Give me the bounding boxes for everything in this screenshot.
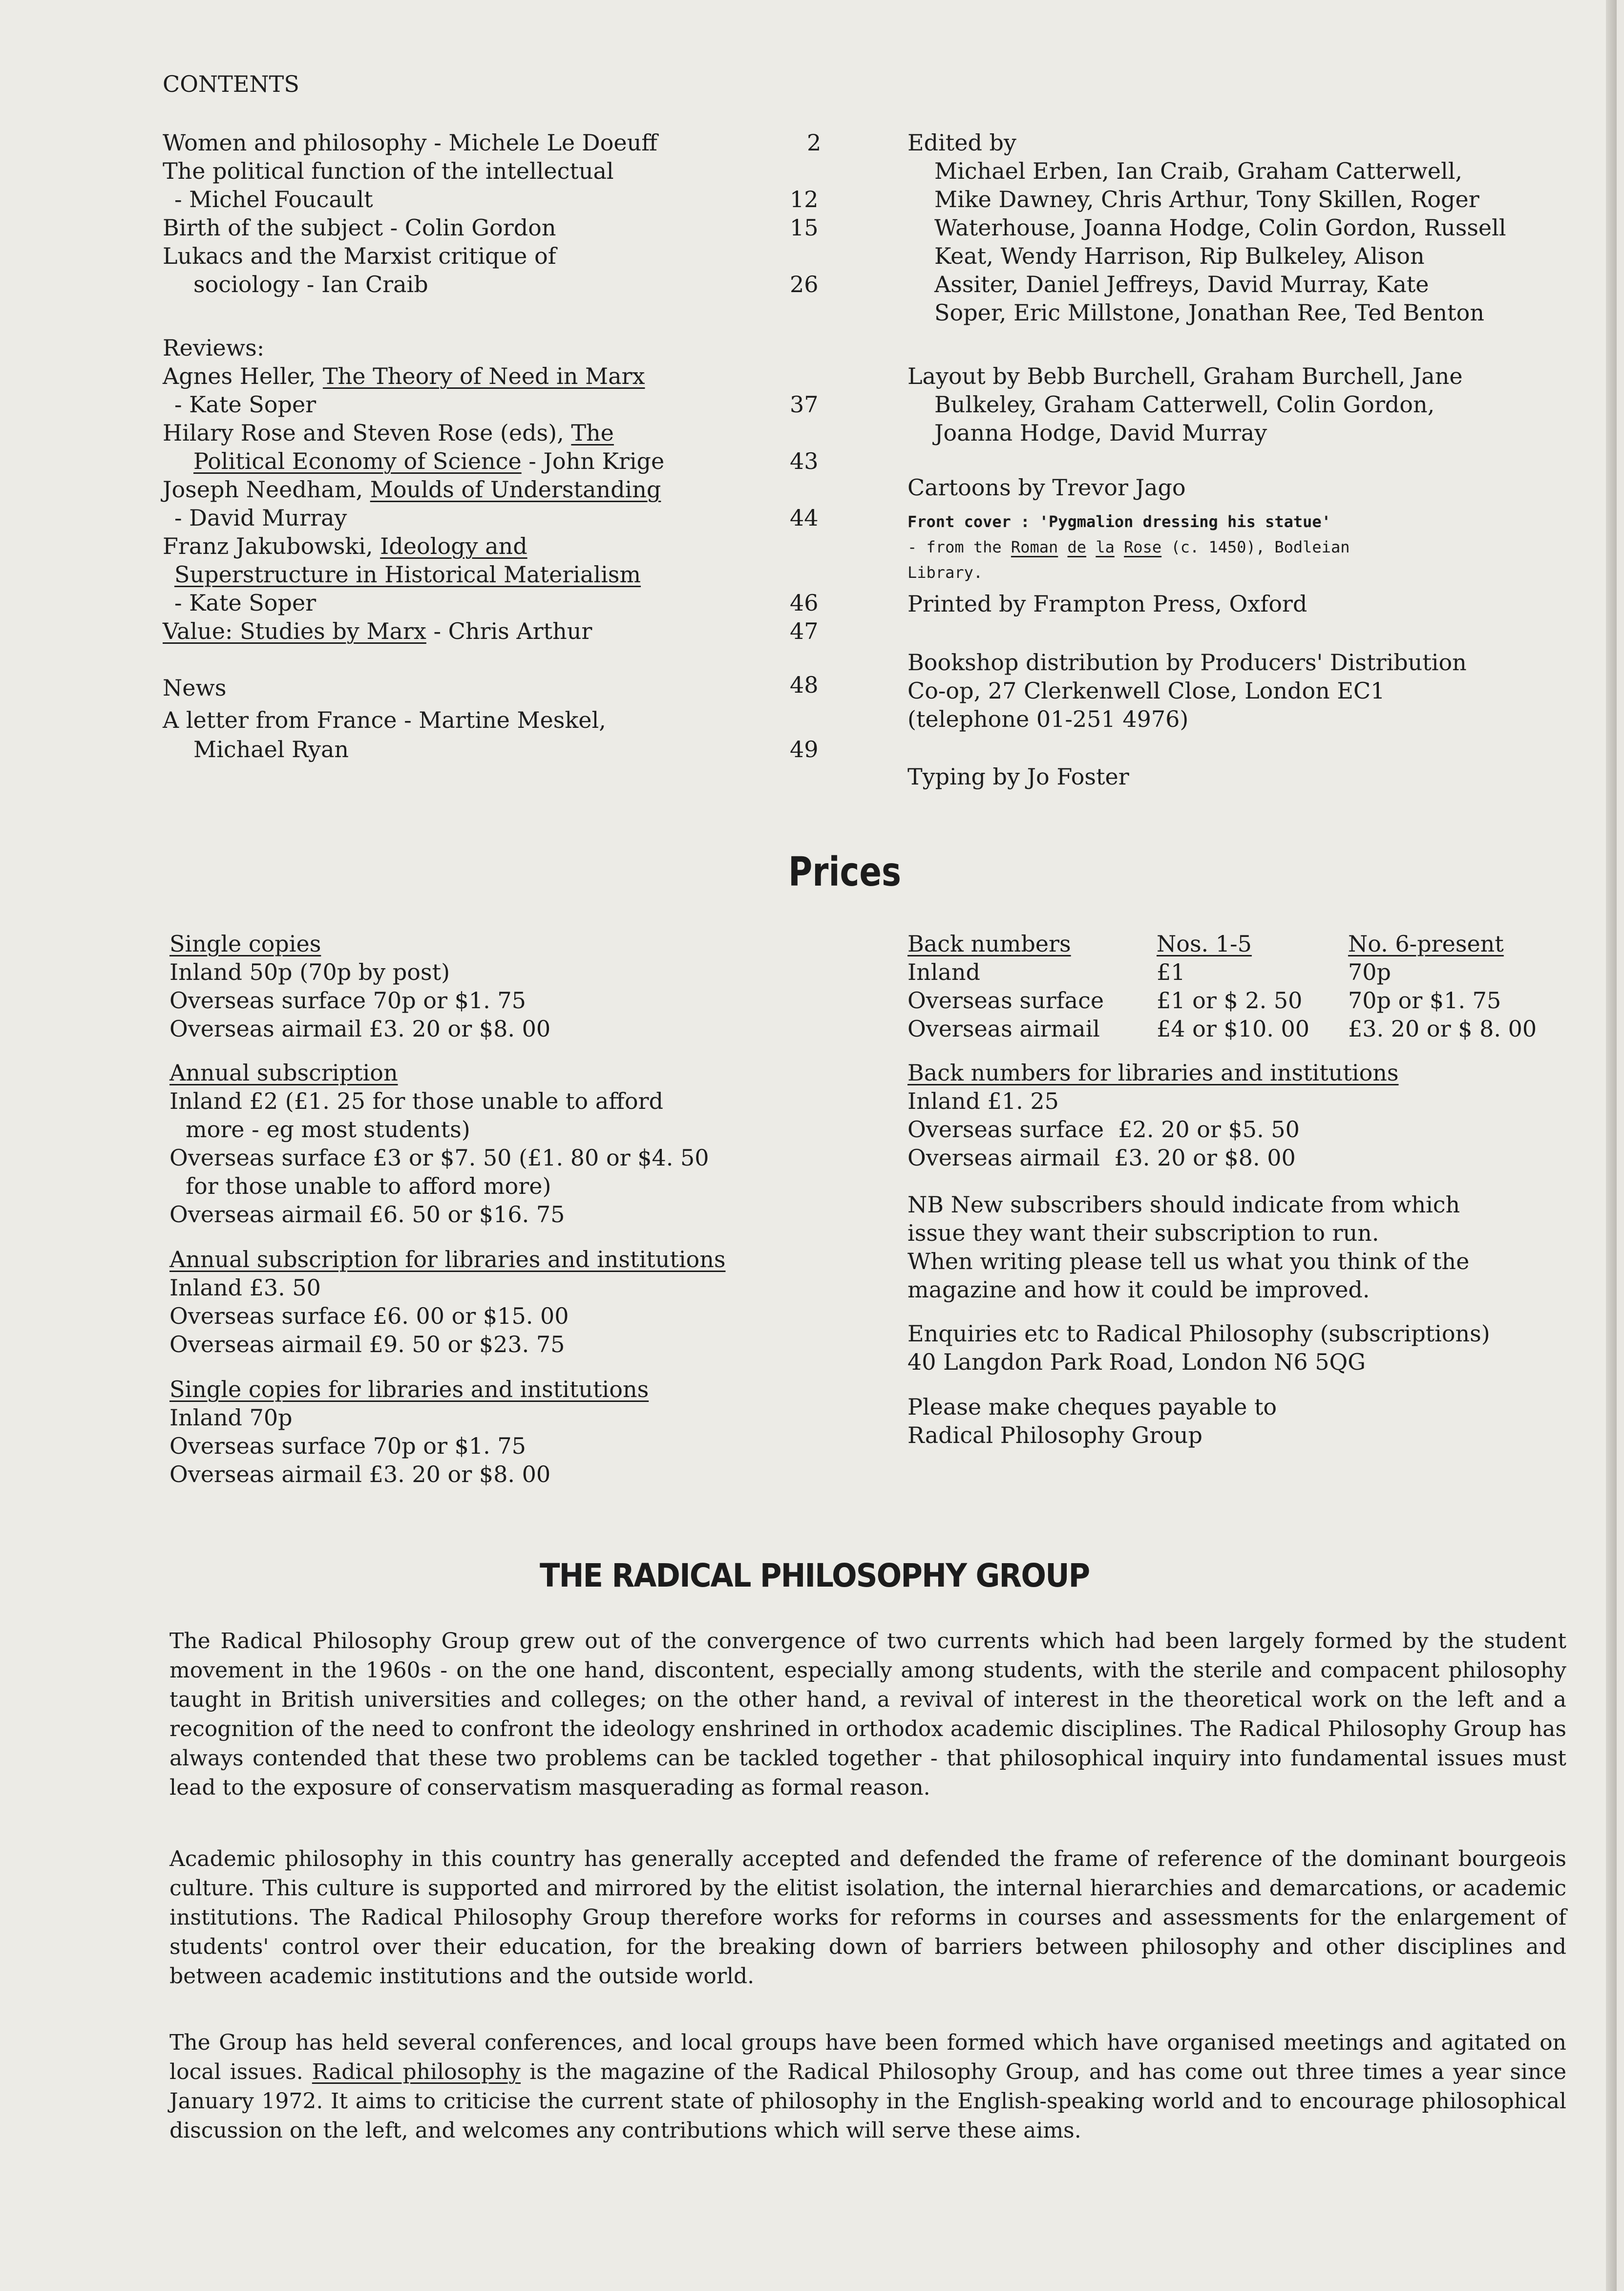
price-line: Overseas airmail £3. 20 or $8. 00 (169, 1016, 551, 1042)
prices-heading: Prices (788, 849, 901, 895)
editors-line: Assiter, Daniel Jeffreys, David Murray, Kate (934, 271, 1429, 297)
annual-subscription-heading: Annual subscription (169, 1060, 398, 1086)
contents-page-number: 48 (790, 672, 819, 698)
contents-page-number: 46 (790, 590, 819, 616)
nb-note: issue they want their subscription to run. (907, 1220, 1379, 1246)
distribution-credit: (telephone 01-251 4976) (907, 706, 1189, 732)
contents-entry: Michael Ryan (193, 736, 349, 763)
review-entry (163, 475, 661, 504)
review-reviewer: - David Murray (174, 505, 347, 531)
contents-heading: CONTENTS (163, 71, 299, 97)
contents-entry: A letter from France - Martine Meskel, (163, 707, 606, 733)
table-cell: £1 or $ 2. 50 (1157, 987, 1303, 1014)
contents-entry: Birth of the subject - Colin Gordon (163, 214, 556, 241)
price-line: Overseas airmail £3. 20 or $8. 00 (907, 1145, 1296, 1171)
review-title: The (571, 420, 614, 446)
table-cell: 70p (1348, 959, 1391, 985)
contents-page-number: 43 (790, 448, 819, 474)
cover-credit-text: (c. 1450), Bodleian (1161, 538, 1350, 556)
paragraph-text: The Group has held several conferences, and local groups have been formed which have organised meetings and agitated on local issues. (169, 2030, 1566, 2084)
cover-credit-text: - from the (907, 538, 1011, 556)
back-numbers-institutions-heading: Back numbers for libraries and institutions (907, 1060, 1399, 1086)
review-title: Moulds of Understanding (370, 476, 661, 503)
cover-credit: Library. (907, 563, 983, 582)
price-line: Overseas surface £3 or $7. 50 (£1. 80 or $4. 50 (169, 1145, 709, 1171)
paragraph-text: is the magazine of the Radical Philosophy Group, and has come out three times a year since January 1972. It aims to criticise the current state of philosophy in the English-speaking world and to encourage philosophical discussion on the left, and welcomes any contributions which will serve these aims. (169, 2059, 1566, 2143)
cover-credit: Front cover : 'Pygmalion dressing his statue' (907, 512, 1331, 531)
price-line: Overseas airmail £6. 50 or $16. 75 (169, 1201, 565, 1228)
layout-credit: Joanna Hodge, David Murray (934, 420, 1267, 446)
review-entry (163, 418, 614, 447)
price-line: Overseas surface £6. 00 or $15. 00 (169, 1303, 569, 1329)
enquiries-address: 40 Langdon Park Road, London N6 5QG (907, 1349, 1366, 1375)
enquiries-address: Enquiries etc to Radical Philosophy (subscriptions) (907, 1320, 1490, 1347)
review-entry (163, 361, 645, 391)
table-cell: £3. 20 or $ 8. 00 (1348, 1016, 1537, 1042)
contents-entry: Lukacs and the Marxist critique of (163, 243, 556, 269)
price-line: Overseas airmail £9. 50 or $23. 75 (169, 1331, 565, 1358)
page-edge (1606, 0, 1617, 2291)
cheques-note: Radical Philosophy Group (907, 1422, 1202, 1448)
price-line: Inland 70p (169, 1404, 293, 1431)
contents-entry: sociology - Ian Craib (193, 271, 428, 297)
distribution-credit: Bookshop distribution by Producers' Distribution (907, 649, 1467, 676)
editors-line: Keat, Wendy Harrison, Rip Bulkeley, Alison (934, 243, 1425, 269)
edited-by-label: Edited by (907, 129, 1016, 156)
table-cell: Inland (907, 959, 981, 985)
review-reviewer: - Kate Soper (174, 391, 316, 418)
single-institutions-heading: Single copies for libraries and institutions (169, 1376, 649, 1402)
group-paragraph: The Radical Philosophy Group grew out of the convergence of two currents which had been largely formed by the student movement in the 1960s - on the one hand, discontent, especially among students, with the sterile and compacent philosophy taught in British universities and colleges; on the other hand, a revival of interest in the theoretical work on the left and a recognition of the need to confront the ideology enshrined in orthodox academic disciplines. The Radical Philosophy Group has always contended that these two problems can be tackled together - that philosophical inquiry into fundamental issues must lead to the exposure of conservatism masquerading as formal reason. (169, 1629, 1566, 1800)
review-title: Superstructure in Historical Materialism (174, 561, 641, 588)
nb-note: When writing please tell us what you think of the (907, 1248, 1470, 1274)
review-reviewer: - Kate Soper (174, 590, 316, 616)
annual-institutions-heading: Annual subscription for libraries and institutions (169, 1246, 726, 1273)
review-title: Ideology and (380, 533, 527, 559)
group-paragraph: Academic philosophy in this country has generally accepted and defended the frame of reference of the dominant bourgeois culture. This culture is supported and mirrored by the elitist isolation, the internal hierarchies and demarcations, or academic institutions. The Radical Philosophy Group therefore works for reforms in courses and assessments for the enlargement of students' control over their education, for the breaking down of barriers between philosophy and other disciplines and between academic institutions and the outside world. (169, 1846, 1566, 1989)
editors-line: Michael Erben, Ian Craib, Graham Catterwell, (934, 158, 1463, 184)
price-line: Overseas surface 70p or $1. 75 (169, 987, 526, 1014)
back-numbers-column-head: Back numbers (907, 931, 1071, 957)
cover-title: la (1096, 538, 1115, 556)
review-title: Value: Studies by Marx (163, 618, 426, 644)
review-reviewer: - John Krige (528, 448, 665, 474)
review-entry (193, 446, 664, 476)
table-cell: Overseas airmail (907, 1016, 1100, 1042)
editors-line: Mike Dawney, Chris Arthur, Tony Skillen, Roger (934, 186, 1479, 212)
nb-note: magazine and how it could be improved. (907, 1276, 1370, 1303)
price-line: Overseas airmail £3. 20 or $8. 00 (169, 1461, 551, 1487)
layout-credit: Layout by Bebb Burchell, Graham Burchell, Jane (907, 363, 1463, 389)
cover-title: Roman (1011, 538, 1058, 556)
cover-credit (907, 533, 1350, 561)
price-line: Inland £2 (£1. 25 for those unable to afford (169, 1088, 663, 1114)
cartoons-credit: Cartoons by Trevor Jago (907, 474, 1186, 501)
contents-page-number: 26 (790, 271, 819, 297)
editors-line: Soper, Eric Millstone, Jonathan Ree, Ted Benton (934, 299, 1484, 326)
cover-title: Rose (1124, 538, 1162, 556)
review-entry (174, 560, 641, 589)
contents-page-number: 2 (807, 129, 822, 156)
price-line: Inland 50p (70p by post) (169, 959, 450, 985)
group-paragraph (169, 2028, 1566, 2145)
contents-page-number: 47 (790, 618, 819, 644)
contents-page-number: 49 (790, 736, 819, 763)
review-author: Agnes Heller, (163, 363, 316, 389)
back-numbers-column-head: No. 6-present (1348, 931, 1504, 957)
review-author: Joseph Needham, (163, 476, 363, 503)
contents-page-number: 44 (790, 505, 819, 531)
price-line: more - eg most students) (186, 1116, 470, 1143)
contents-entry: News (163, 675, 227, 701)
review-title: Political Economy of Science (193, 448, 522, 474)
back-numbers-column-head: Nos. 1-5 (1157, 931, 1252, 957)
price-line: for those unable to afford more) (186, 1173, 551, 1199)
table-cell: £1 (1157, 959, 1185, 985)
distribution-credit: Co-op, 27 Clerkenwell Close, London EC1 (907, 678, 1385, 704)
contents-page-number: 15 (790, 214, 819, 241)
review-entry (163, 616, 592, 646)
contents-page-number: 12 (790, 186, 819, 212)
contents-entry: - Michel Foucault (174, 186, 373, 212)
cover-title: de (1067, 538, 1087, 556)
contents-entry: The political function of the intellectual (163, 158, 614, 184)
contents-entry: Women and philosophy - Michele Le Doeuff (163, 129, 657, 156)
price-line: Overseas surface £2. 20 or $5. 50 (907, 1116, 1300, 1143)
cheques-note: Please make cheques payable to (907, 1394, 1277, 1420)
price-line: Inland £3. 50 (169, 1274, 321, 1301)
review-entry (163, 531, 527, 561)
price-line: Inland £1. 25 (907, 1088, 1059, 1114)
nb-note: NB New subscribers should indicate from which (907, 1191, 1460, 1218)
table-cell: Overseas surface (907, 987, 1104, 1014)
price-line: Overseas surface 70p or $1. 75 (169, 1433, 526, 1459)
review-reviewer: - Chris Arthur (433, 618, 592, 644)
magazine-title: Radical philosophy (312, 2059, 521, 2084)
contents-page-number: 37 (790, 391, 819, 418)
review-title: The Theory of Need in Marx (322, 363, 645, 389)
reviews-heading: Reviews: (163, 335, 265, 361)
group-heading: THE RADICAL PHILOSOPHY GROUP (540, 1557, 1090, 1594)
printer-credit: Printed by Frampton Press, Oxford (907, 591, 1308, 617)
typing-credit: Typing by Jo Foster (907, 764, 1129, 790)
review-author: Franz Jakubowski, (163, 533, 373, 559)
single-copies-heading: Single copies (169, 931, 321, 957)
table-cell: £4 or $10. 00 (1157, 1016, 1310, 1042)
layout-credit: Bulkeley, Graham Catterwell, Colin Gordon, (934, 391, 1435, 418)
table-cell: 70p or $1. 75 (1348, 987, 1501, 1014)
review-author: Hilary Rose and Steven Rose (eds), (163, 420, 564, 446)
editors-line: Waterhouse, Joanna Hodge, Colin Gordon, Russell (934, 214, 1506, 241)
